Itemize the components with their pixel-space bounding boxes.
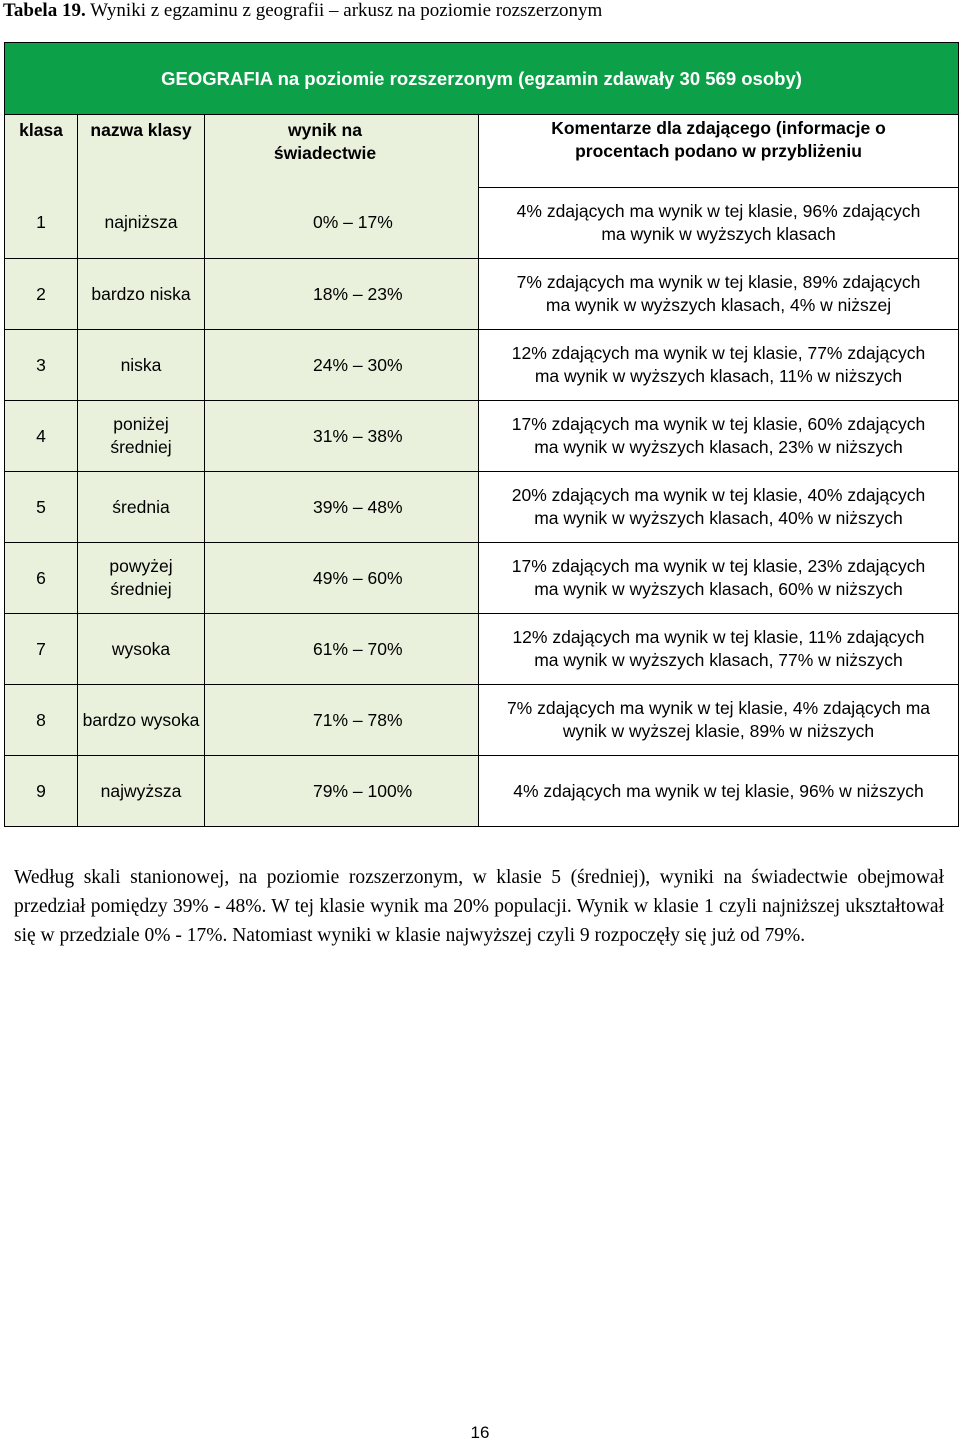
row-comment: 20% zdających ma wynik w tej klasie, 40% zdających ma wynik w wyższych klasach, 40% w niższych — [479, 472, 959, 543]
table-row — [5, 401, 959, 472]
header-klasa: klasa — [19, 120, 63, 140]
row-comment: 12% zdających ma wynik w tej klasie, 77% zdających ma wynik w wyższych klasach, 11% w niższych — [479, 330, 959, 401]
row-num: 9 — [5, 756, 78, 827]
header-nazwa: nazwa klasy — [90, 120, 192, 140]
table-row — [5, 614, 959, 685]
row-comment: 7% zdających ma wynik w tej klasie, 4% zdających ma wynik w wyższej klasie, 89% w niższych — [479, 685, 959, 756]
row-comment: 12% zdających ma wynik w tej klasie, 11% zdających ma wynik w wyższych klasach, 77% w niższych — [479, 614, 959, 685]
row-1-comment: 4% zdających ma wynik w tej klasie, 96% zdających ma wynik w wyższych klasach — [479, 188, 959, 259]
row-1-name: najniższa — [104, 212, 178, 232]
row-name: najwyższa — [78, 756, 205, 827]
row-num: 7 — [5, 614, 78, 685]
row-range: 18% – 23% — [205, 259, 479, 330]
row-comment: 7% zdających ma wynik w tej klasie, 89% zdających ma wynik w wyższych klasach, 4% w niższej — [479, 259, 959, 330]
row-range: 71% – 78% — [205, 685, 479, 756]
row-1-num: 1 — [36, 212, 46, 232]
header-wynik-cell — [205, 115, 479, 259]
summary-paragraph: Według skali stanionowej, na poziomie rozszerzonym, w klasie 5 (średniej), wyniki na świadectwie obejmował przedział pomiędzy 39% - 48%. W tej klasie wynik ma 20% populacji. Wynik w klasie 1 czyli najniższej ukształtował się w przedziale 0% - 17%. Natomiast wyniki w klasie najwyższej czyli 9 rozpoczęły się już od 79%. — [14, 867, 944, 946]
header-nazwa-cell — [78, 115, 205, 259]
table-row — [5, 472, 959, 543]
row-range: 39% – 48% — [205, 472, 479, 543]
row-comment: 4% zdających ma wynik w tej klasie, 96% w niższych — [479, 756, 959, 827]
caption-text: Wyniki z egzaminu z geografii – arkusz na poziomie rozszerzonym — [90, 0, 603, 21]
row-num: 3 — [5, 330, 78, 401]
row-name: powyżej średniej — [78, 543, 205, 614]
row-num: 6 — [5, 543, 78, 614]
table-row — [5, 685, 959, 756]
table-row — [5, 259, 959, 330]
table-row — [5, 543, 959, 614]
row-range: 31% – 38% — [205, 401, 479, 472]
header-komentarze: Komentarze dla zdającego (informacje o procentach podano w przybliżeniu — [479, 115, 959, 188]
row-name: bardzo niska — [78, 259, 205, 330]
row-range: 61% – 70% — [205, 614, 479, 685]
table-row — [5, 330, 959, 401]
row-num: 4 — [5, 401, 78, 472]
caption-label: Tabela 19. — [3, 0, 86, 21]
row-num: 8 — [5, 685, 78, 756]
table-caption — [3, 0, 602, 22]
row-name: wysoka — [78, 614, 205, 685]
row-num: 5 — [5, 472, 78, 543]
row-name: średnia — [78, 472, 205, 543]
row-range: 24% – 30% — [205, 330, 479, 401]
row-name: bardzo wysoka — [78, 685, 205, 756]
results-table — [4, 42, 959, 827]
header-wynik: wynik na świadectwie — [273, 120, 377, 163]
row-comment: 17% zdających ma wynik w tej klasie, 23% zdających ma wynik w wyższych klasach, 60% w niższych — [479, 543, 959, 614]
page-number: 16 — [470, 1423, 490, 1442]
header-klasa-cell — [5, 115, 78, 259]
table-row — [5, 756, 959, 827]
row-comment: 17% zdających ma wynik w tej klasie, 60% zdających ma wynik w wyższych klasach, 23% w niższych — [479, 401, 959, 472]
row-1-range: 0% – 17% — [313, 212, 393, 232]
row-range: 79% – 100% — [205, 756, 479, 827]
table-banner: GEOGRAFIA na poziomie rozszerzonym (egzamin zdawały 30 569 osoby) — [5, 43, 959, 115]
row-num: 2 — [5, 259, 78, 330]
row-name: niska — [78, 330, 205, 401]
row-name: poniżej średniej — [78, 401, 205, 472]
row-range: 49% – 60% — [205, 543, 479, 614]
